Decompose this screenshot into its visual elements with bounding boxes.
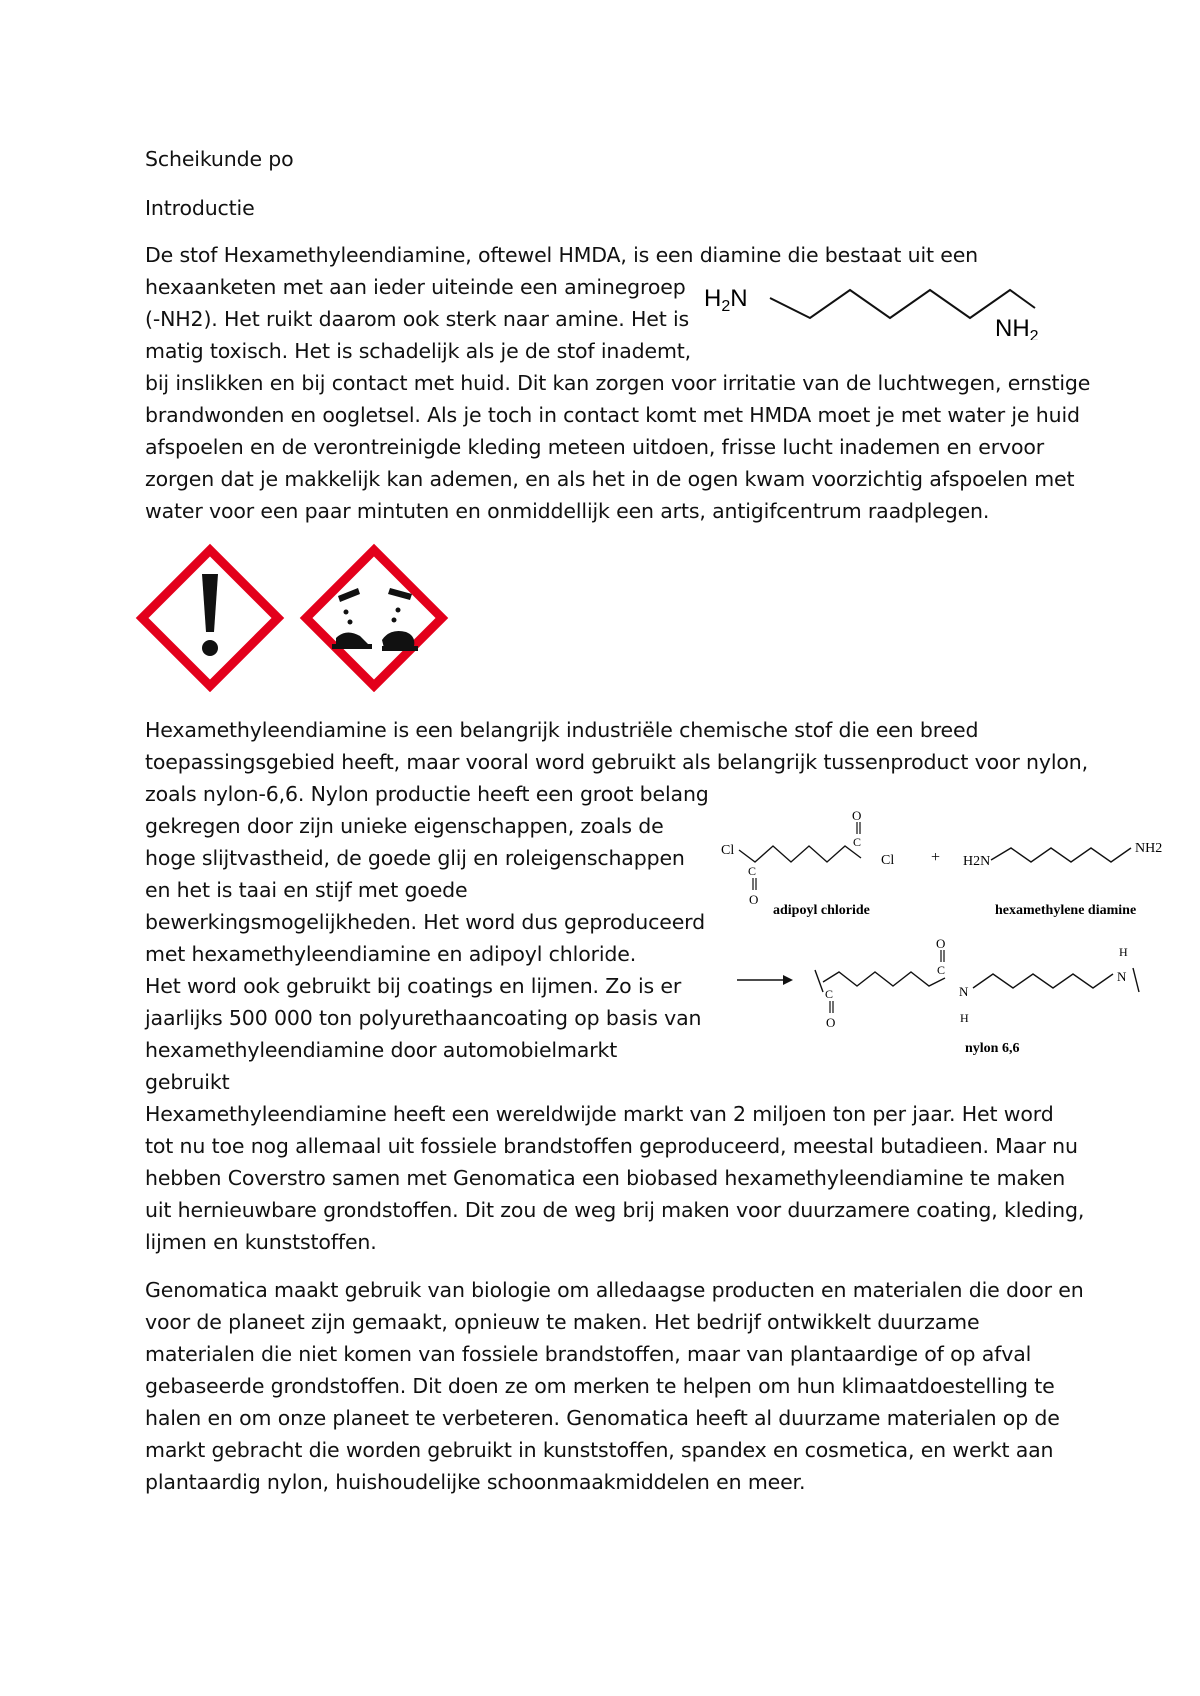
paragraph-line: Het word ook gebruikt bij coatings en lijmen. Zo is er <box>145 974 682 998</box>
reaction-cl-right: Cl <box>881 853 895 868</box>
paragraph-line: brandwonden en oogletsel. Als je toch in contact komt met HMDA moet je met water je huid <box>145 403 1080 427</box>
paragraph-line: De stof Hexamethyleendiamine, oftewel HMDA, is een diamine die bestaat uit een <box>145 243 979 267</box>
nylon-c-left: C <box>825 987 834 1001</box>
corrosion-icon <box>306 550 442 686</box>
nylon-label: nylon 6,6 <box>965 1041 1020 1056</box>
paragraph-line: afspoelen en de verontreinigde kleding meteen uitdoen, frisse lucht inademen en ervoor <box>145 435 1045 459</box>
paragraph-line: zorgen dat je makkelijk kan ademen, en als het in de ogen kwam voorzichtig afspoelen met <box>145 467 1075 491</box>
paragraph-line: matig toxisch. Het is schadelijk als je de stof inademt, <box>145 339 692 363</box>
bond <box>815 970 823 992</box>
adipoyl-label: adipoyl chloride <box>773 903 870 918</box>
paragraph-line: toepassingsgebied heeft, maar vooral word gebruikt als belangrijk tussenproduct voor nylon, <box>145 750 1088 774</box>
reaction-c-left: C <box>748 864 757 878</box>
plus-sign: + <box>931 849 941 866</box>
paragraph-line: tot nu toe nog allemaal uit fossiele brandstoffen geproduceerd, meestal butadieen. Maar nu <box>145 1134 1078 1158</box>
paragraph-line: materialen die niet komen van fossiele brandstoffen, maar van plantaardige of op afval <box>145 1342 1032 1366</box>
nylon-c-right: C <box>937 963 946 977</box>
paragraph-line: lijmen en kunststoffen. <box>145 1230 377 1254</box>
nylon-o-right: O <box>936 936 946 951</box>
nylon-h-left: H <box>960 1011 969 1025</box>
paragraph-line: hebben Coverstro samen met Genomatica een biobased hexamethyleendiamine te maken <box>145 1166 1066 1190</box>
hmda-label: hexamethylene diamine <box>995 903 1137 918</box>
paragraph-line: gekregen door zijn unieke eigenschappen, zoals de <box>145 814 664 838</box>
reaction-o-left: O <box>749 892 759 907</box>
diamine-chain <box>991 848 1131 862</box>
reaction-o-right: O <box>852 810 862 823</box>
nylon-h-right: H <box>1119 945 1128 959</box>
nylon-chain-b <box>973 974 1113 988</box>
paragraph-line: gebaseerde grondstoffen. Dit doen ze om merken te helpen om hun klimaatdoestelling te <box>145 1374 1055 1398</box>
hmda-structure-diagram <box>690 268 1070 340</box>
adipoyl-chain <box>739 846 861 862</box>
paragraph-line: en het is taai en stijf met goede <box>145 878 468 902</box>
paragraph-line: hoge slijtvastheid, de goede glij en roleigenschappen <box>145 846 685 870</box>
paragraph-line: markt gebracht die worden gebruikt in kunststoffen, spandex en cosmetica, en werkt aan <box>145 1438 1054 1462</box>
paragraph-line: hexamethyleendiamine door automobielmarkt <box>145 1038 618 1062</box>
paragraph-line: (-NH2). Het ruikt daarom ook sterk naar amine. Het is <box>145 307 690 331</box>
exclamation-mark-icon <box>142 550 278 686</box>
paragraph-line: Hexamethyleendiamine heeft een wereldwijde markt van 2 miljoen ton per jaar. Het word <box>145 1102 1054 1126</box>
paragraph-line: bij inslikken en bij contact met huid. Dit kan zorgen voor irritatie van de luchtwegen, ernstige <box>145 371 1091 395</box>
reaction-cl-left: Cl <box>721 843 735 858</box>
nylon-n-left: N <box>959 984 969 999</box>
h2n-label: $H_2N$ <box>704 285 748 315</box>
paragraph-line: jaarlijks 500 000 ton polyurethaancoating op basis van <box>145 1006 702 1030</box>
paragraph-line: Hexamethyleendiamine is een belangrijk industriële chemische stof die een breed <box>145 718 979 742</box>
nylon-chain-a <box>823 972 945 986</box>
carbon-chain <box>770 290 1035 318</box>
reaction-h2n: H2N <box>963 854 991 869</box>
paragraph-line: met hexamethyleendiamine en adipoyl chloride. <box>145 942 637 966</box>
nh2-label: $NH_2$ <box>995 315 1039 340</box>
reaction-c-right: C <box>853 835 862 849</box>
paragraph-line: uit hernieuwbare grondstoffen. Dit zou de weg brij maken voor duurzamere coating, kleding, <box>145 1198 1085 1222</box>
hazard-pictograms <box>132 540 462 692</box>
paragraph-line: voor de planeet zijn gemaakt, opnieuw te maken. Het bedrijf ontwikkelt duurzame <box>145 1310 980 1334</box>
nylon-o-left: O <box>826 1015 836 1030</box>
paragraph-line: hexaanketen met aan ieder uiteinde een aminegroep <box>145 275 686 299</box>
nylon-reaction-diagram <box>715 810 1175 1070</box>
document-title: Scheikunde po <box>145 147 294 171</box>
paragraph-line: gebruikt <box>145 1070 230 1094</box>
nylon-n-right: N <box>1117 969 1127 984</box>
arrow-head <box>783 975 793 985</box>
paragraph-line: bewerkingsmogelijkheden. Het word dus geproduceerd <box>145 910 705 934</box>
reaction-nh2: NH2 <box>1135 841 1163 856</box>
paragraph-line: zoals nylon-6,6. Nylon productie heeft een groot belang <box>145 782 709 806</box>
paragraph-line: Genomatica maakt gebruik van biologie om alledaagse producten en materialen die door en <box>145 1278 1084 1302</box>
paragraph-line: water voor een paar mintuten en onmiddellijk een arts, antigifcentrum raadplegen. <box>145 499 990 523</box>
section-heading: Introductie <box>145 196 255 220</box>
paragraph-line: plantaardig nylon, huishoudelijke schoonmaakmiddelen en meer. <box>145 1470 806 1494</box>
paragraph-line: halen en om onze planeet te verbeteren. Genomatica heeft al duurzame materialen op de <box>145 1406 1060 1430</box>
bond <box>1133 968 1139 992</box>
